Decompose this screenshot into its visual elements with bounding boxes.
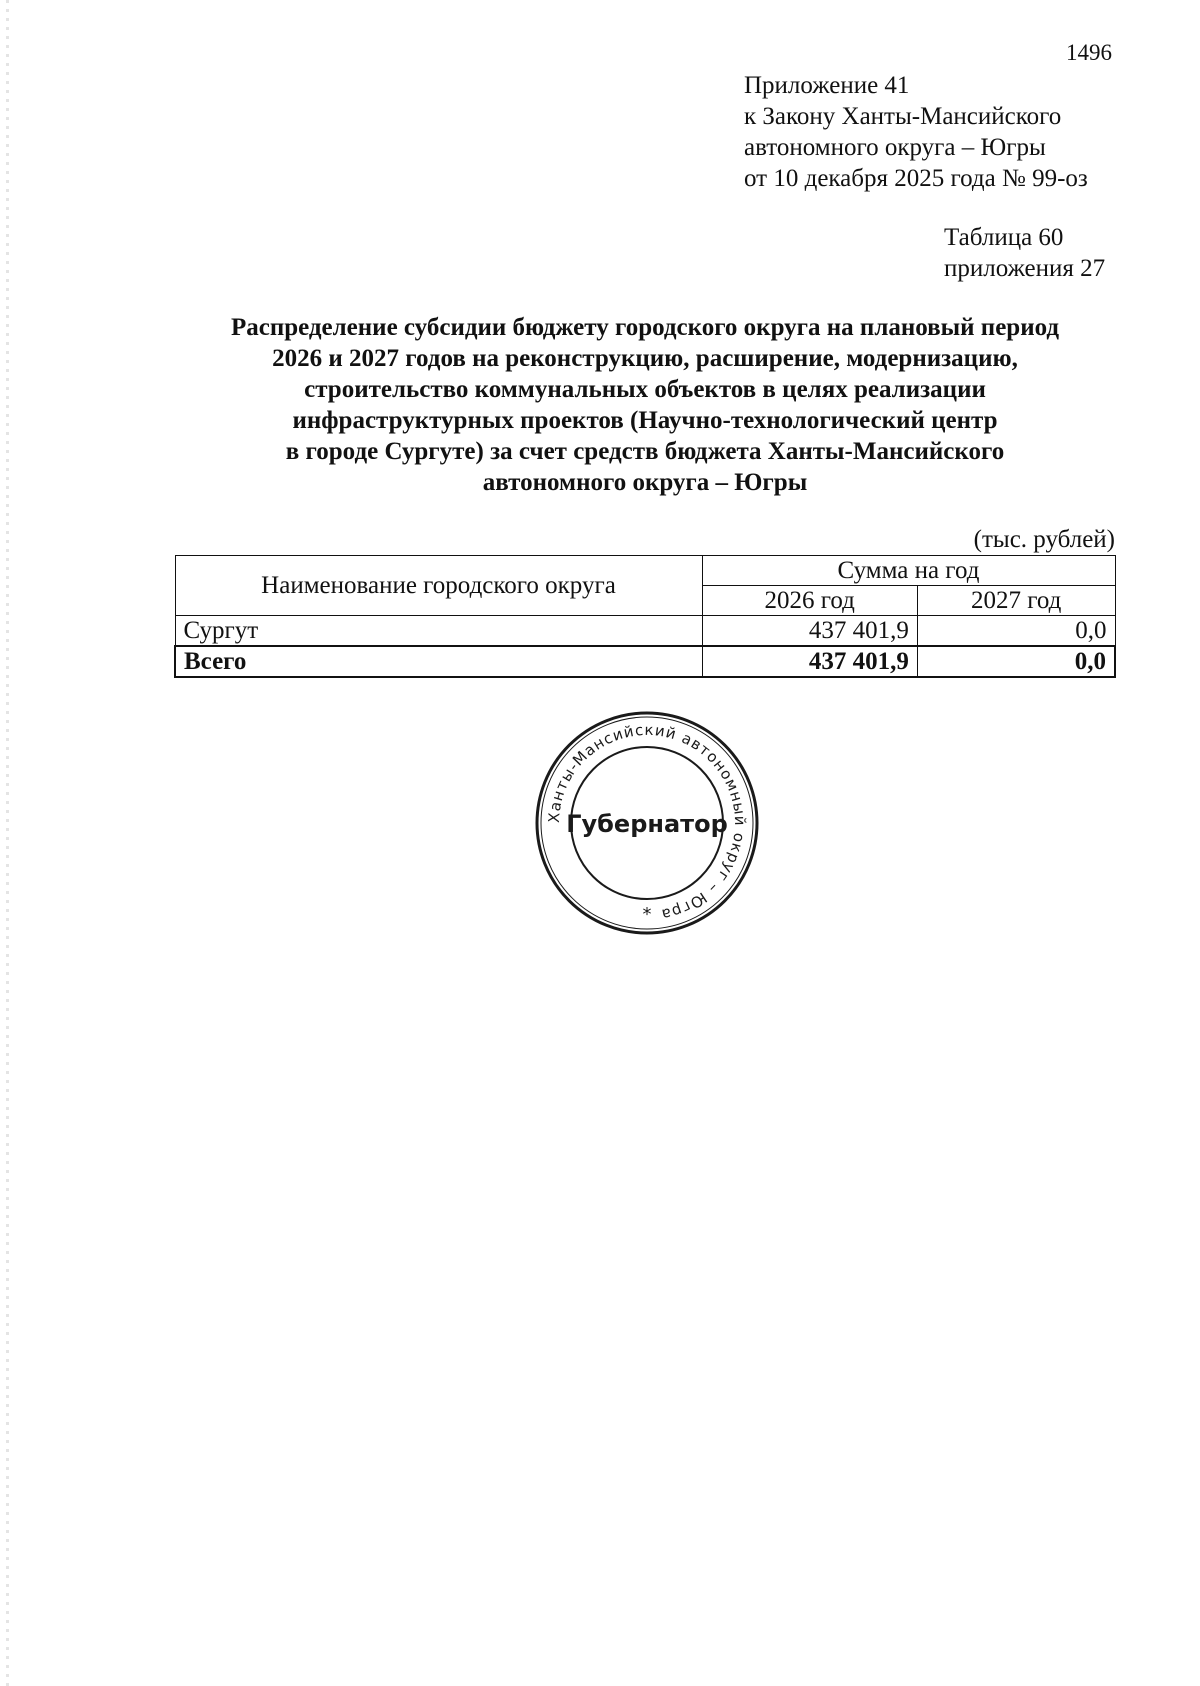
appendix-line: от 10 декабря 2025 года № 99-оз (744, 165, 1088, 192)
title-line: Распределение субсидии бюджету городского округа на плановый период (230, 314, 1060, 341)
header-year-2026: 2026 год (702, 586, 917, 616)
table-ref-line: Таблица 60 (944, 224, 1064, 251)
table-row (175, 616, 1115, 647)
scan-edge (6, 0, 9, 1686)
title-line: в городе Сургуте) за счет средств бюджета Ханты-Мансийского (285, 438, 1005, 465)
document-title (160, 312, 1130, 498)
appendix-line: автономного округа – Югры (744, 134, 1046, 161)
governor-seal-stamp (534, 710, 760, 936)
header-year-2027: 2027 год (917, 586, 1115, 616)
total-row (175, 646, 1115, 677)
appendix-line: Приложение 41 (744, 72, 910, 99)
seal-ring-text: Ханты-Мансийский автономный округ – Югра (544, 720, 750, 924)
amount-2026-cell: 437 401,9 (702, 616, 917, 647)
table-reference (944, 222, 1105, 284)
header-sum-per-year: Сумма на год (702, 556, 1115, 586)
title-line: строительство коммунальных объектов в целях реализации (304, 376, 986, 403)
header-district-name: Наименование городского округа (175, 556, 702, 616)
seal-star: * (642, 904, 652, 925)
appendix-block (744, 70, 1088, 194)
title-line: 2026 и 2027 годов на реконструкцию, расширение, модернизацию, (272, 345, 1018, 372)
district-name-cell: Сургут (175, 616, 702, 647)
total-2026-cell: 437 401,9 (702, 646, 917, 677)
seal-center-text: Губернатор (566, 810, 728, 838)
amount-2027-cell: 0,0 (917, 616, 1115, 647)
table-ref-line: приложения 27 (944, 255, 1106, 282)
title-line: инфраструктурных проектов (Научно-технологический центр (292, 407, 998, 434)
total-2027-cell: 0,0 (917, 646, 1115, 677)
units-label: (тыс. рублей) (973, 526, 1115, 553)
appendix-line: к Закону Ханты-Мансийского (744, 103, 1062, 130)
page-number: 1496 (1066, 40, 1112, 65)
title-line: автономного округа – Югры (482, 469, 808, 496)
subsidy-table (174, 555, 1116, 678)
table-header-row (175, 556, 1115, 586)
total-label-cell: Всего (175, 646, 702, 677)
